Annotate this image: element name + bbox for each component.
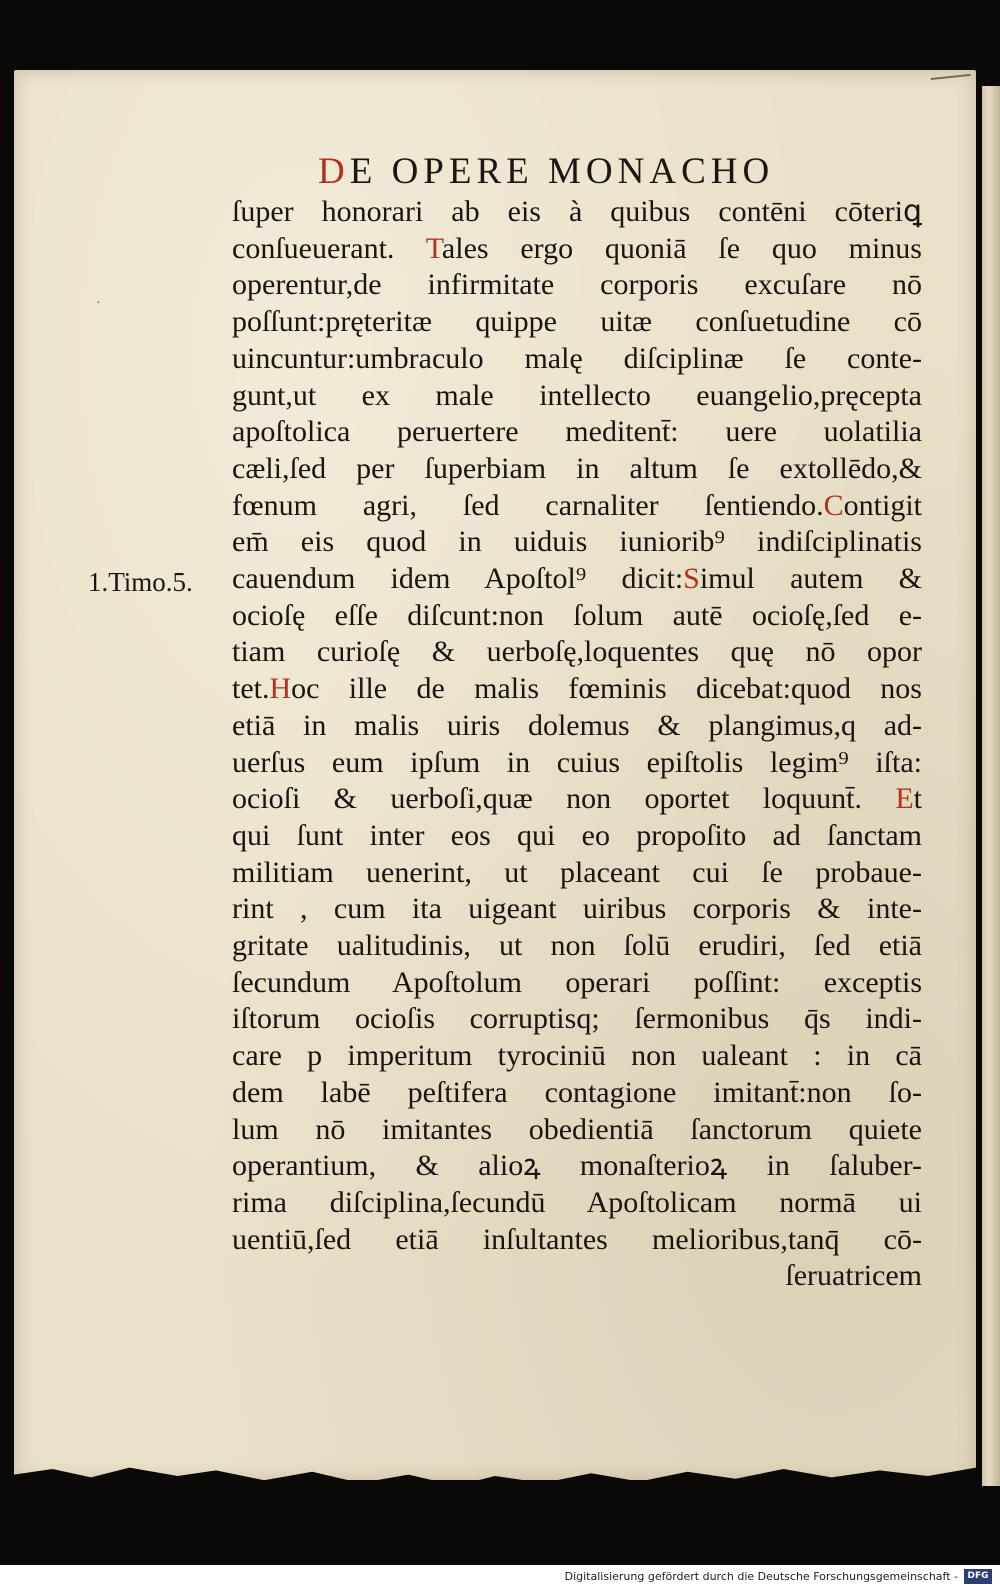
- rubricated-initial: T: [425, 231, 442, 265]
- text-segment: poſſunt:pręteritæ quippe uitæ conſuetudine cō: [232, 305, 922, 339]
- dfg-logo: DFG: [964, 1569, 992, 1584]
- text-segment: uerſus eum ipſum in cuius epiſtolis legim⁹ iſta:: [232, 745, 922, 779]
- text-segment: dem labē peſtifera contagione imitant̄:non ſo-: [232, 1075, 922, 1109]
- rubricated-initial: H: [269, 672, 292, 706]
- running-head-text: E OPERE MONACHO: [349, 151, 775, 192]
- rubricated-initial: C: [823, 488, 844, 522]
- text-line: [232, 524, 922, 561]
- text-segment: ſeruatricem: [785, 1259, 922, 1293]
- text-segment: oc ille de malis fœminis dicebat:quod nos: [291, 672, 922, 706]
- text-line: [232, 965, 922, 1002]
- text-segment: gritate ualitudinis, ut non ſolū erudiri, ſed etiā: [232, 929, 922, 963]
- text-line: [232, 781, 922, 818]
- text-segment: iſtorum ocioſis corruptisq; ſermonibus q̄s indi-: [232, 1002, 922, 1036]
- text-segment: ales ergo quoniā ſe quo minus: [441, 231, 922, 265]
- text-line: [232, 855, 922, 892]
- text-line: [232, 671, 922, 708]
- text-line: [232, 745, 922, 782]
- text-segment: conſueuerant.: [232, 231, 426, 265]
- text-line: [232, 634, 922, 671]
- text-segment: cæli,ſed per ſuperbiam in altum ſe extollēdo,&: [232, 451, 922, 485]
- text-segment: ontigit: [843, 488, 922, 522]
- text-segment: qui ſunt inter eos qui eo propoſito ad ſanctam: [232, 818, 922, 852]
- text-line: [232, 194, 922, 231]
- text-segment: cauendum idem Apoſtol⁹ dicit:: [232, 562, 684, 596]
- text-line: [232, 818, 922, 855]
- text-line: [232, 1075, 922, 1112]
- marginal-note: 1.Timo.5.: [88, 567, 193, 597]
- text-segment: em̄ eis quod in uiduis iuniorib⁹ indiſciplinatis: [232, 525, 922, 559]
- text-line: [232, 561, 922, 598]
- text-segment: apoſtolica peruertere meditent̄: uere uolatilia: [232, 415, 922, 449]
- text-segment: rima diſciplina,ſecundū Apoſtolicam normā ui: [232, 1185, 922, 1219]
- text-line: [232, 341, 922, 378]
- text-segment: ſuper honorari ab eis à quibus contēni cōteri: [232, 195, 903, 228]
- running-head: [318, 150, 838, 193]
- text-line: [232, 1185, 922, 1222]
- text-line: [232, 1258, 922, 1295]
- running-head-initial: D: [318, 151, 350, 192]
- page-edge: [982, 86, 1000, 1486]
- text-line: [232, 231, 922, 268]
- text-segment: gunt,ut ex male intellecto euangelio,pręcepta: [232, 378, 922, 412]
- text-line: [232, 708, 922, 745]
- text-segment: care p imperitum tyrociniū non ualeant : in cā: [232, 1039, 922, 1073]
- text-line: [232, 1112, 922, 1149]
- text-segment: ocioſę eſſe diſcunt:non ſolum autē ocioſę,ſed e-: [232, 598, 922, 632]
- text-line: [232, 891, 922, 928]
- text-segment: ſecundum Apoſtolum operari poſſint: exceptis: [232, 965, 922, 999]
- text-segment: etiā in malis uiris dolemus & plangimus,q ad-: [232, 708, 922, 742]
- text-segment: tiam curioſę & uerboſę,loquentes quę nō opor: [232, 635, 922, 669]
- ink-speck: ·: [96, 296, 101, 311]
- text-line: [232, 304, 922, 341]
- text-line: [232, 267, 922, 304]
- text-segment: t: [913, 782, 922, 816]
- main-text-block: [232, 194, 922, 1295]
- text-line: [232, 1148, 922, 1185]
- text-segment: imul autem &: [699, 562, 922, 596]
- text-line: [232, 451, 922, 488]
- text-line: [232, 488, 922, 525]
- text-segment: uincuntur:umbraculo malę diſciplinæ ſe conte-: [232, 341, 922, 375]
- rubricated-initial: S: [683, 562, 700, 596]
- text-line: [232, 928, 922, 965]
- text-line: [232, 1222, 922, 1259]
- text-line: [232, 598, 922, 635]
- text-segment: ꝗ: [902, 195, 922, 228]
- text-line: [232, 1038, 922, 1075]
- text-segment: rint , cum ita uigeant uiribus corporis & inte-: [232, 892, 922, 926]
- text-line: [232, 1001, 922, 1038]
- text-segment: operantium, & alioꝝ monaſterioꝝ in ſaluber-: [232, 1149, 922, 1183]
- text-segment: ocioſi & uerboſi,quæ non oportet loquunt̄.: [232, 782, 896, 816]
- text-segment: fœnum agri, ſed carnaliter ſentiendo.: [232, 488, 824, 522]
- funding-credit: Digitalisierung gefördert durch die Deutsche Forschungsgemeinschaft -: [564, 1570, 958, 1583]
- text-segment: tet.: [232, 672, 270, 706]
- text-segment: operentur,de infirmitate corporis excuſare nō: [232, 268, 922, 302]
- rubricated-initial: E: [895, 782, 914, 816]
- text-line: [232, 414, 922, 451]
- text-segment: lum nō imitantes obedientiā ſanctorum quiete: [232, 1112, 922, 1146]
- text-segment: uentiū,ſed etiā inſultantes melioribus,tanq̄ cō-: [232, 1222, 922, 1256]
- text-segment: militiam uenerint, ut placeant cui ſe probaue-: [232, 855, 922, 889]
- text-line: [232, 378, 922, 415]
